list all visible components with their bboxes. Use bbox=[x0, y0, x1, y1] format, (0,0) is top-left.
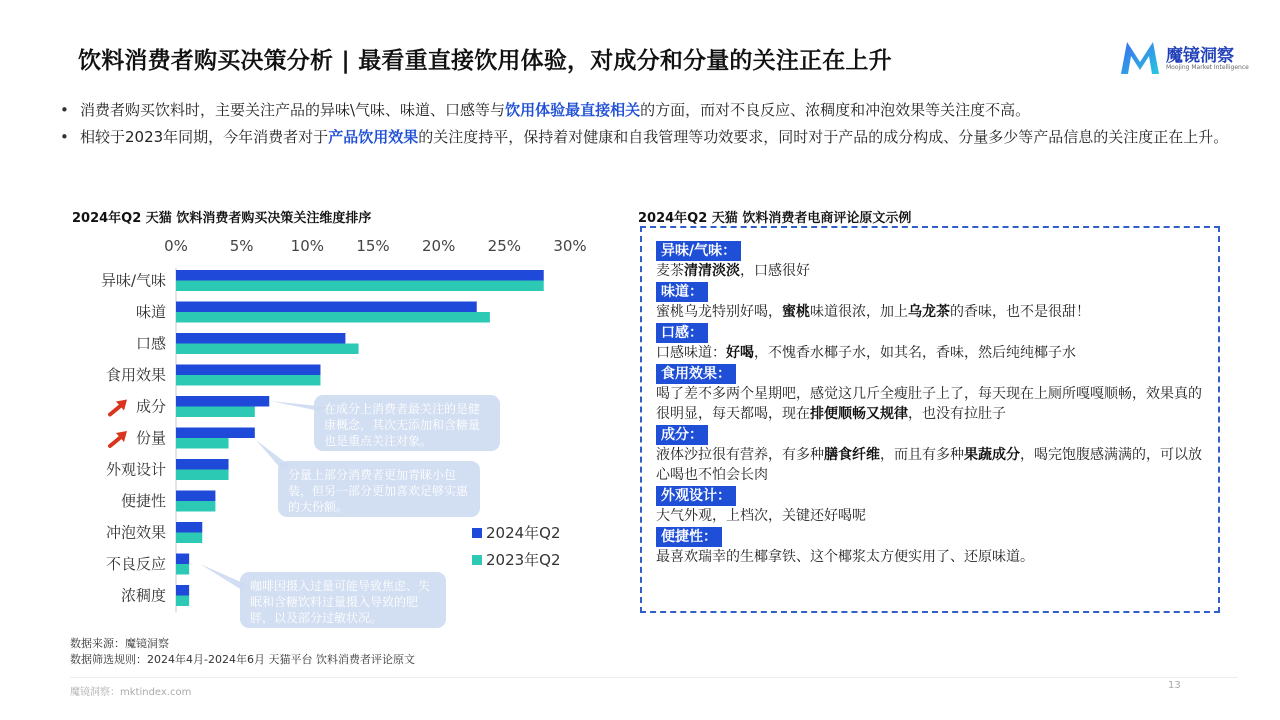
review-section bbox=[656, 322, 1208, 363]
footer-divider bbox=[70, 677, 1238, 678]
bar-2024 bbox=[176, 522, 202, 533]
review-dimension-tag: 外观设计： bbox=[656, 486, 736, 506]
bar-2023 bbox=[176, 344, 359, 355]
bar-2024 bbox=[176, 554, 189, 565]
bar-2024 bbox=[176, 585, 189, 596]
review-text: 口感味道：好喝，不愧香水椰子水，如其名，香味，然后纯纯椰子水 bbox=[656, 345, 1076, 361]
review-text: 蜜桃乌龙特别好喝，蜜桃味道很浓，加上乌龙茶的香味，也不是很甜！ bbox=[656, 304, 1090, 320]
category-label: 口感 bbox=[135, 334, 166, 353]
page-title: 饮料消费者购买决策分析 | 最看重直接饮用体验，对成分和分量的关注正在上升 bbox=[78, 48, 892, 74]
review-text: 最喜欢瑞幸的生椰拿铁、这个椰浆太方便实用了、还原味道。 bbox=[656, 549, 1034, 565]
callout-ingredients: 在成分上消费者最关注的是健康概念，其次无添加和含糖量也是重点关注对象。 bbox=[314, 395, 500, 451]
footer-url: 魔镜洞察：mktindex.com bbox=[70, 687, 192, 698]
bar-2024 bbox=[176, 333, 345, 344]
review-section bbox=[656, 363, 1208, 424]
callout-portion: 分量上部分消费者更加青睐小包装，但另一部分更加喜欢足够实惠的大份额。 bbox=[278, 461, 480, 517]
bar-2024 bbox=[176, 302, 477, 313]
bullet-2: • 相较于2023年同期，今年消费者对于产品饮用效果的关注度持平，保持着对健康和自我管理等功效要求，同时对于产品的成分构成、分量多少等产品信息的关注度正在上升。 bbox=[60, 125, 1230, 150]
x-tick-label: 0% bbox=[164, 237, 188, 255]
category-label: 食用效果 bbox=[105, 366, 166, 384]
review-dimension-tag: 食用效果： bbox=[656, 364, 736, 384]
category-label: 异味/气味 bbox=[100, 271, 166, 290]
category-label: 味道 bbox=[135, 303, 166, 321]
brand-logo bbox=[1118, 38, 1258, 78]
bar-2024 bbox=[176, 270, 544, 281]
review-section bbox=[656, 485, 1208, 526]
category-label: 浓稠度 bbox=[120, 586, 166, 605]
category-label: 冲泡效果 bbox=[105, 523, 166, 542]
bar-2023 bbox=[176, 438, 229, 449]
bar-2023 bbox=[176, 533, 202, 544]
bar-2023 bbox=[176, 470, 229, 481]
logo-m-icon bbox=[1118, 38, 1162, 78]
legend-swatch bbox=[472, 555, 482, 565]
category-label: 外观设计 bbox=[105, 460, 166, 479]
review-text: 麦茶清清淡淡，口感很好 bbox=[656, 263, 810, 279]
review-quotes-box bbox=[640, 226, 1220, 613]
legend-label: 2023年Q2 bbox=[486, 551, 561, 569]
callout-side-effects: 咖啡因摄入过量可能导致焦虑、失眠和含糖饮料过量摄入导致的肥胖，以及部分过敏状况。 bbox=[240, 572, 446, 628]
review-dimension-tag: 味道： bbox=[656, 282, 708, 302]
review-section bbox=[656, 424, 1208, 485]
bar-2024 bbox=[176, 365, 320, 376]
x-tick-label: 20% bbox=[421, 237, 456, 255]
review-section bbox=[656, 281, 1208, 322]
source-line: 数据来源：魔镜洞察 bbox=[70, 637, 169, 650]
summary-bullets bbox=[60, 98, 1230, 152]
bullet-1: • 消费者购买饮料时，主要关注产品的异味\气味、味道、口感等与饮用体验最直接相关的方面，而对不良反应、浓稠度和冲泡效果等关注度不高。 bbox=[60, 98, 1230, 123]
bar-2024 bbox=[176, 396, 269, 407]
review-dimension-tag: 便捷性： bbox=[656, 527, 722, 547]
x-tick-label: 15% bbox=[356, 237, 390, 255]
bar-2023 bbox=[176, 281, 544, 292]
category-label: 不良反应 bbox=[105, 555, 166, 573]
review-dimension-tag: 异味/气味： bbox=[656, 241, 741, 261]
bar-2024 bbox=[176, 459, 229, 470]
review-section bbox=[656, 240, 1208, 281]
review-section bbox=[656, 526, 1208, 567]
review-text: 液体沙拉很有营养，有多种膳食纤维，而且有多种果蔬成分，喝完饱腹感满满的，可以放心喝也不怕会长肉 bbox=[656, 447, 1202, 483]
x-tick-label: 25% bbox=[487, 237, 522, 255]
filter-rule-line: 数据筛选规则：2024年4月-2024年6月 天猫平台 饮料消费者评论原文 bbox=[70, 653, 415, 666]
review-text: 大气外观，上档次，关键还好喝呢 bbox=[656, 508, 866, 524]
review-dimension-tag: 口感： bbox=[656, 323, 708, 343]
category-label: 成分 bbox=[135, 397, 166, 416]
logo-name: 魔镜洞察 bbox=[1166, 46, 1234, 66]
quotes-title: 2024年Q2 天猫 饮料消费者电商评论原文示例 bbox=[638, 211, 912, 226]
bar-2024 bbox=[176, 428, 255, 439]
logo-subtitle: Moojing Market Intelligence bbox=[1166, 64, 1249, 71]
review-text: 喝了差不多两个星期吧，感觉这几斤全瘦肚子上了，每天现在上厕所嘎嘎顺畅，效果真的很明显，每天都喝，现在排便顺畅又规律，也没有拉肚子 bbox=[656, 386, 1202, 422]
x-tick-label: 5% bbox=[229, 237, 254, 255]
x-tick-label: 30% bbox=[553, 237, 587, 255]
bar-2023 bbox=[176, 501, 215, 512]
legend-label: 2024年Q2 bbox=[486, 524, 561, 542]
category-label: 便捷性 bbox=[120, 492, 166, 510]
bar-2023 bbox=[176, 375, 320, 386]
bar-2023 bbox=[176, 312, 490, 323]
page-number: 13 bbox=[1168, 680, 1181, 691]
chart-title: 2024年Q2 天猫 饮料消费者购买决策关注维度排序 bbox=[72, 211, 372, 226]
bar-2023 bbox=[176, 564, 189, 575]
data-source bbox=[70, 636, 415, 668]
legend-swatch bbox=[472, 528, 482, 538]
category-label: 份量 bbox=[135, 429, 166, 447]
bar-2023 bbox=[176, 407, 255, 418]
bar-2024 bbox=[176, 491, 215, 502]
review-dimension-tag: 成分： bbox=[656, 425, 708, 445]
x-tick-label: 10% bbox=[290, 237, 325, 255]
bar-2023 bbox=[176, 596, 189, 607]
